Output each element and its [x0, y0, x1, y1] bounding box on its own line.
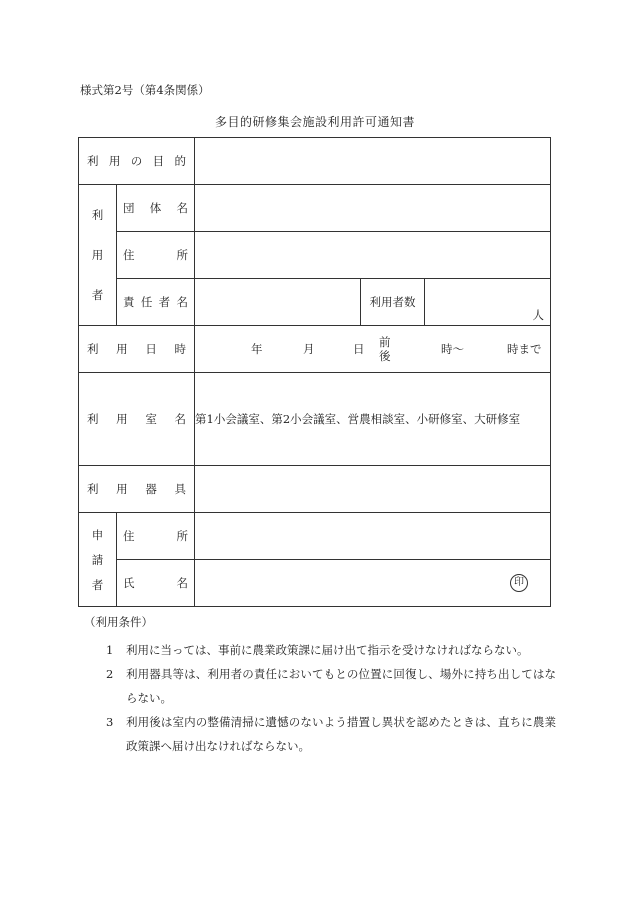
applicant-group-label: 申 請 者: [79, 513, 117, 607]
datetime-field[interactable]: [195, 326, 551, 373]
date-day-label: 日: [353, 342, 365, 356]
equipment-field[interactable]: [195, 466, 551, 513]
user-count-label: 利用者数: [361, 279, 425, 326]
permit-form-table: [78, 137, 551, 607]
document-title: 多目的研修集会施設利用許可通知書: [214, 115, 415, 129]
purpose-field[interactable]: [195, 138, 551, 185]
address-field[interactable]: [195, 232, 551, 279]
applicant-name-field[interactable]: [195, 560, 551, 607]
time-from-label: 時～: [441, 342, 464, 356]
organization-field[interactable]: [195, 185, 551, 232]
condition-item: 3 利用後は室内の整備清掃に遺憾のないよう措置し異状を認めたときは、直ちに農業政策課へ届け出なければならない。: [106, 715, 556, 753]
datetime-label: 利 用 日 時: [79, 326, 195, 373]
form-number: 様式第2号（第4条関係）: [80, 83, 210, 97]
user-count-field[interactable]: [425, 279, 551, 326]
user-count-unit: 人: [532, 308, 545, 322]
pm-label: 後: [379, 349, 391, 363]
responsible-person-field[interactable]: [195, 279, 361, 326]
applicant-name-label: 氏 名: [117, 560, 195, 607]
seal-mark: 印: [510, 574, 528, 592]
am-label: 前: [379, 335, 391, 349]
address-label: 住 所: [117, 232, 195, 279]
responsible-person-label: 責 任 者 名: [117, 279, 195, 326]
room-options[interactable]: 第1小会議室、第2小会議室、営農相談室、小研修室、大研修室: [195, 373, 551, 466]
date-year-label: 年: [251, 342, 263, 356]
date-month-label: 月: [303, 342, 315, 356]
applicant-address-field[interactable]: [195, 513, 551, 560]
usage-conditions: [84, 614, 556, 758]
user-group-label: 利 用 者: [79, 185, 117, 326]
time-to-label: 時まで: [507, 342, 542, 356]
conditions-heading: （利用条件）: [84, 615, 153, 629]
condition-item: 1 利用に当っては、事前に農業政策課に届け出て指示を受けなければならない。: [106, 643, 529, 657]
condition-item: 2 利用器具等は、利用者の責任においてもとの位置に回復し、場外に持ち出してはならない。: [106, 667, 556, 705]
purpose-label: 利 用 の 目 的: [79, 138, 195, 185]
equipment-label: 利 用 器 具: [79, 466, 195, 513]
applicant-address-label: 住 所: [117, 513, 195, 560]
organization-label: 団 体 名: [117, 185, 195, 232]
am-pm-selector[interactable]: [379, 335, 391, 363]
room-label: 利 用 室 名: [79, 373, 195, 466]
